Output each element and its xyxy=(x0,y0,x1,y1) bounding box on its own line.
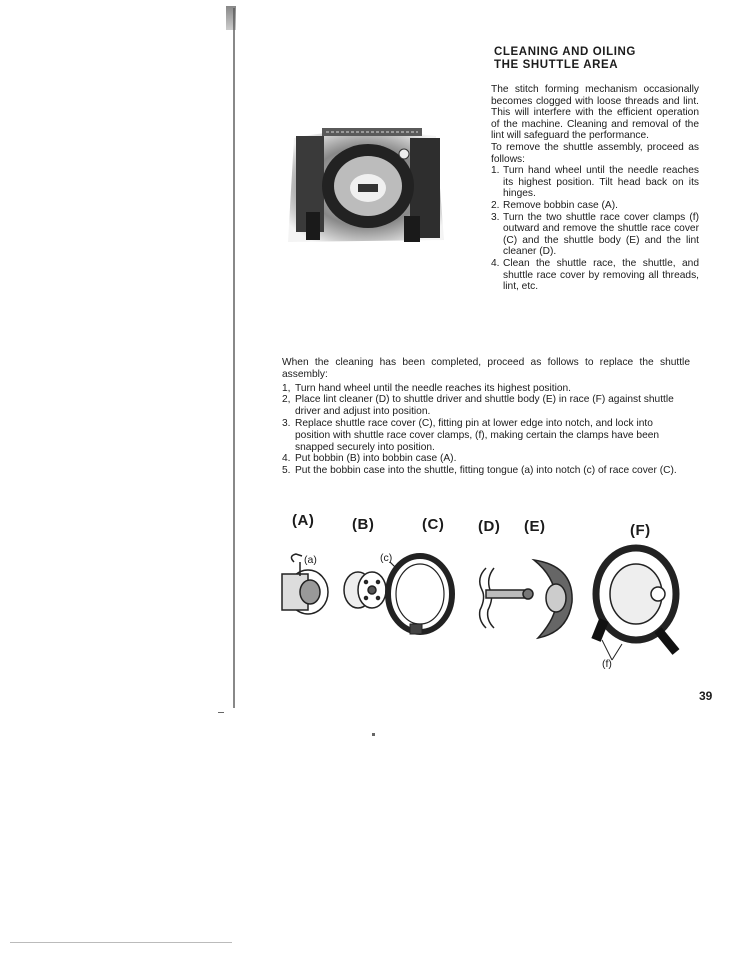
lint-cleaner-d-drawing xyxy=(480,568,533,628)
shuttle-body-e-drawing xyxy=(534,560,572,638)
part-label-tongue-a: (a) xyxy=(304,554,317,566)
part-label-notch-c: (c) xyxy=(380,552,393,564)
section-heading xyxy=(494,46,636,72)
replace-steps-list xyxy=(282,383,690,477)
intro-lead: To remove the shuttle assembly, proceed as follows: xyxy=(491,141,699,165)
replace-lead: When the cleaning has been completed, proceed as follows to replace the shuttle assembly: xyxy=(282,357,690,380)
heading-line-2: THE SHUTTLE AREA xyxy=(494,59,619,71)
shuttle-race-f-drawing xyxy=(596,548,676,660)
removal-steps-list xyxy=(491,165,699,293)
intro-text-block xyxy=(491,84,699,293)
part-label-f: (F) xyxy=(630,522,651,539)
part-label-a: (A) xyxy=(292,512,315,529)
parts-illustration xyxy=(272,512,702,682)
page-binding-line xyxy=(233,8,235,708)
list-item: 2, Place lint cleaner (D) to shuttle driver and shuttle body (E) in race (F) against shuttle driver and adjust into position. xyxy=(282,394,674,418)
intro-paragraph: The stitch forming mechanism occasionally becomes clogged with loose threads and lint. This will interfere with the efficient operation of the machine. Cleaning and removal of the lint will safeguard the performance. xyxy=(491,84,699,142)
part-label-e: (E) xyxy=(524,518,546,535)
list-item: 3. Replace shuttle race cover (C), fitting pin at lower edge into notch, and lock into position with shuttle race cover clamps, (f), making certain the clamps have been snapped securely into position. xyxy=(282,417,660,453)
list-item: 1. Turn hand wheel until the needle reaches its highest position. Tilt head back on its hinges. xyxy=(491,165,699,200)
list-item: 4. Clean the shuttle race, the shuttle, and shuttle race cover by removing all threads, lint, etc. xyxy=(491,257,699,293)
list-item: 5. Put the bobbin case into the shuttle, fitting tongue (a) into notch (c) of race cover (C). xyxy=(282,465,677,477)
bobbin-b-drawing xyxy=(344,572,386,608)
list-item: 3. Turn the two shuttle race cover clamps (f) outward and remove the shuttle race cover (C) and the shuttle body (E) and the lint cleaner (D). xyxy=(491,211,699,258)
page-number: 39 xyxy=(699,689,713,703)
print-speck xyxy=(218,712,224,713)
part-label-c: (C) xyxy=(422,516,445,533)
bobbin-case-a-drawing xyxy=(282,554,328,614)
part-label-d: (D) xyxy=(478,518,501,535)
part-label-clamp-f: (f) xyxy=(602,658,612,670)
race-cover-c-drawing xyxy=(388,556,452,634)
replace-text-block xyxy=(282,357,690,477)
footer-rule xyxy=(10,942,232,943)
list-item: 4. Put bobbin (B) into bobbin case (A). xyxy=(282,453,457,465)
list-item: 1, Turn hand wheel until the needle reaches its highest position. xyxy=(282,382,571,394)
heading-line-1: CLEANING AND OILING xyxy=(494,46,636,58)
shuttle-area-photo xyxy=(286,128,446,244)
part-label-b: (B) xyxy=(352,516,375,533)
list-item: 2. Remove bobbin case (A). xyxy=(491,199,618,211)
parts-drawing xyxy=(272,512,702,682)
print-speck xyxy=(372,733,375,736)
